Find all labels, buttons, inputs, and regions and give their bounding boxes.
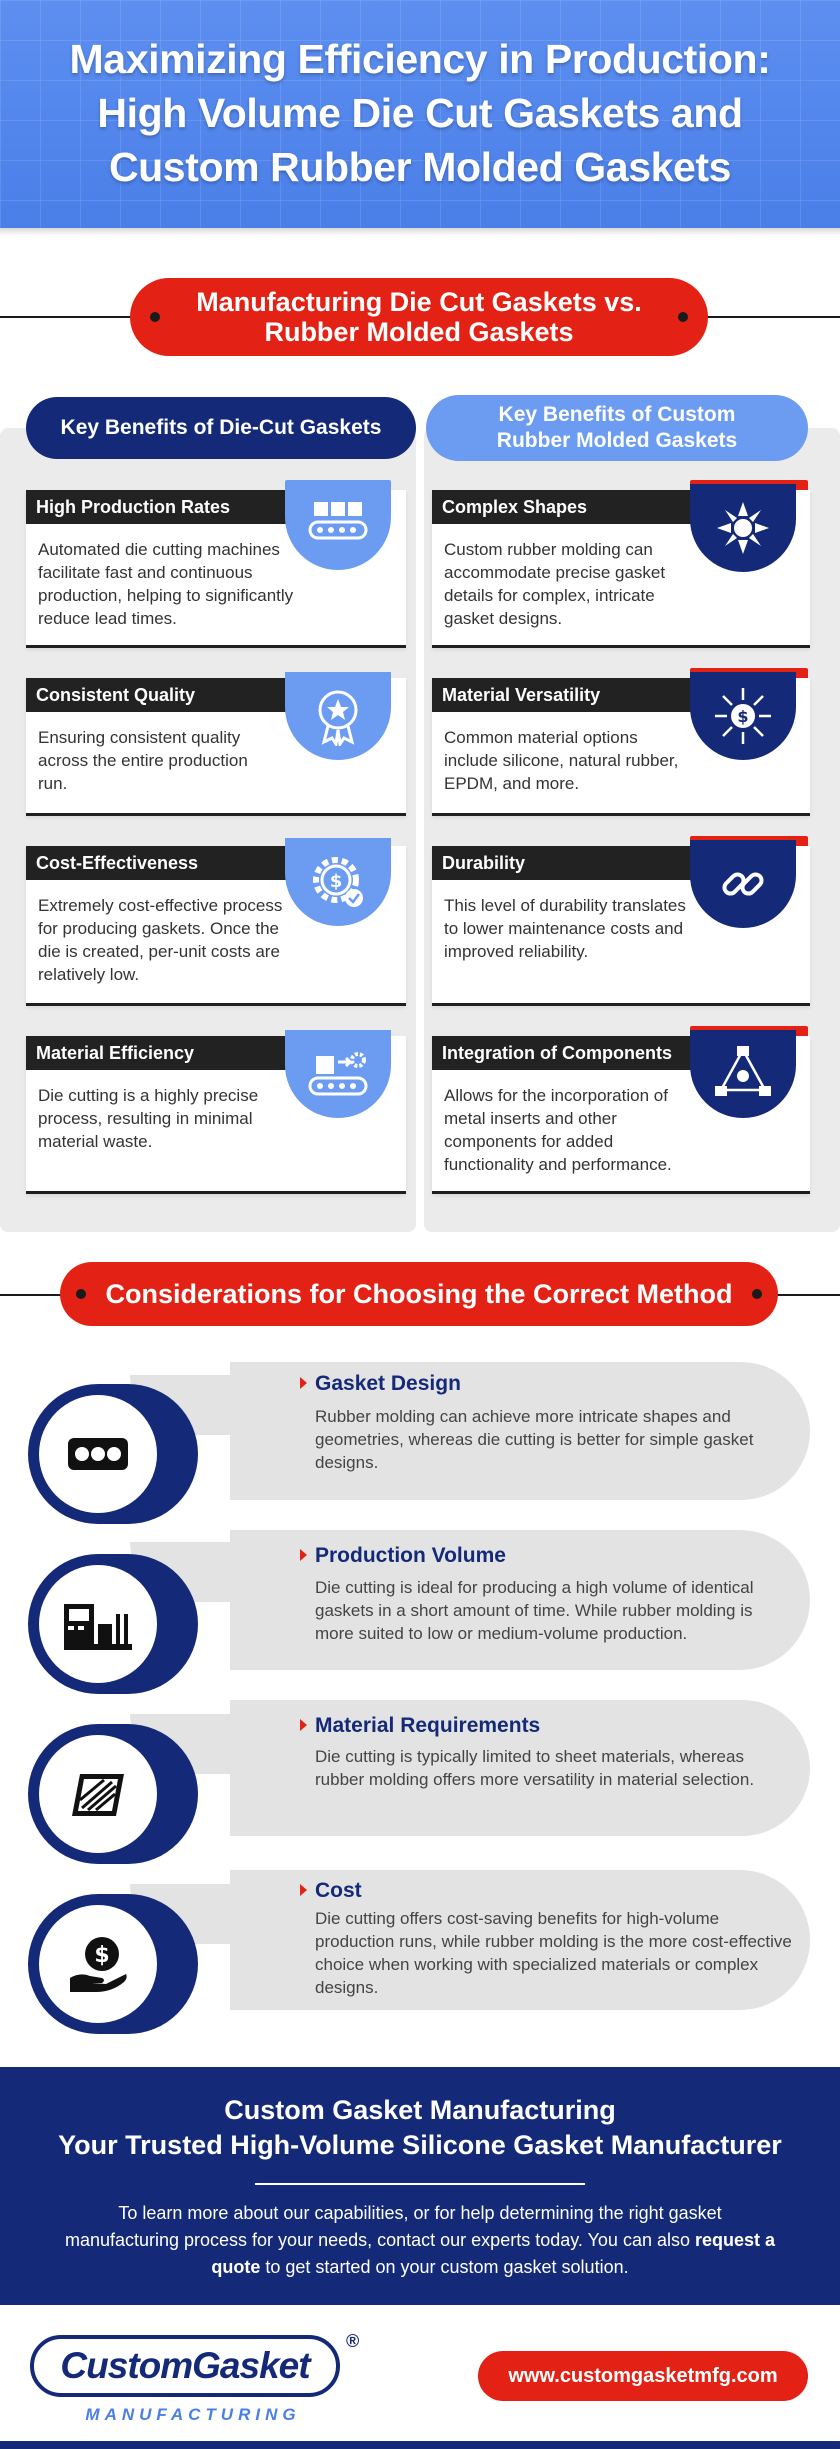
pill-dot-left bbox=[76, 1289, 86, 1299]
cta-text-end: to get started on your custom gasket solution. bbox=[260, 2257, 629, 2277]
page-title bbox=[20, 32, 820, 194]
footer bbox=[0, 2305, 840, 2449]
card-title: Consistent Quality bbox=[26, 678, 296, 712]
pill-dot-right bbox=[752, 1289, 762, 1299]
bullet-arrow-icon bbox=[300, 1549, 307, 1561]
considerations-heading: Considerations for Choosing the Correct Method bbox=[105, 1278, 733, 1309]
bullet-arrow-icon bbox=[300, 1719, 307, 1731]
die-cut-heading: Key Benefits of Die-Cut Gaskets bbox=[26, 397, 416, 459]
card-title: Durability bbox=[432, 846, 692, 880]
card-text: Ensuring consistent quality across the entire production run. bbox=[38, 728, 248, 793]
consideration-icon-badge bbox=[28, 1384, 198, 1524]
hero-shadow bbox=[0, 228, 840, 236]
page-title-line-1: Maximizing Efficiency in Production: bbox=[69, 36, 771, 82]
card-text: This level of durability translates to lower maintenance costs and improved reliability. bbox=[444, 896, 686, 961]
card-title: Cost-Effectiveness bbox=[26, 846, 296, 880]
card-text: Custom rubber molding can accommodate precise gasket details for complex, intricate gasket designs. bbox=[444, 540, 666, 628]
molded-heading-line-2: Rubber Molded Gaskets bbox=[496, 429, 738, 452]
card-title: Integration of Components bbox=[432, 1036, 692, 1070]
cta-text-body: To learn more about our capabilities, or for help determining the right gasket manufacturing process for your needs, contact our experts today. You can also bbox=[64, 2203, 722, 2250]
consideration-text: Rubber molding can achieve more intricate shapes and geometries, whereas die cutting is better for simple gasket designs. bbox=[315, 1407, 754, 1472]
website-url-button[interactable]: www.customgasketmfg.com bbox=[478, 2351, 808, 2401]
consideration-icon-badge bbox=[28, 1894, 198, 2034]
gasket-icon bbox=[39, 1395, 157, 1513]
card-text: Allows for the incorporation of metal inserts and other components for added functionality and performance. bbox=[444, 1086, 672, 1174]
request-quote-link[interactable]: request a quote bbox=[211, 2230, 776, 2277]
consideration-icon-badge bbox=[28, 1724, 198, 1864]
consideration-icon-badge bbox=[28, 1554, 198, 1694]
card-text: Automated die cutting machines facilitate fast and continuous production, helping to significantly reduce lead times. bbox=[38, 540, 294, 628]
consideration-title: Gasket Design bbox=[315, 1372, 461, 1395]
registered-mark: ® bbox=[346, 2331, 360, 2351]
cta-title-line-2: Your Trusted High-Volume Silicone Gasket Manufacturer bbox=[58, 2130, 782, 2160]
footer-bar bbox=[0, 2441, 840, 2449]
molded-heading-line-1: Key Benefits of Custom bbox=[498, 403, 736, 426]
company-logo[interactable] bbox=[30, 2335, 340, 2397]
cta-section bbox=[0, 2067, 840, 2305]
sheet-material-icon bbox=[39, 1735, 157, 1853]
cta-divider bbox=[255, 2183, 585, 2185]
section-title-considerations bbox=[60, 1262, 778, 1326]
pill-dot-left bbox=[150, 312, 160, 322]
card-text: Common material options include silicone, natural rubber, EPDM, and more. bbox=[444, 728, 679, 793]
consideration-title: Production Volume bbox=[315, 1544, 506, 1567]
cta-title-line-1: Custom Gasket Manufacturing bbox=[224, 2095, 616, 2125]
svg-text:$: $ bbox=[737, 707, 749, 726]
consideration-text: Die cutting offers cost-saving benefits for high-volume production runs, while rubber molding is the more cost-effective choice when working with specialized materials or complex designs. bbox=[315, 1909, 792, 1997]
section-title-line-2: Rubber Molded Gaskets bbox=[264, 317, 574, 347]
consideration-text: Die cutting is typically limited to sheet materials, whereas rubber molding offers more versatility in material selection. bbox=[315, 1747, 755, 1789]
factory-machine-icon bbox=[39, 1565, 157, 1683]
page-title-line-3: Custom Rubber Molded Gaskets bbox=[108, 144, 732, 190]
consideration-title: Cost bbox=[315, 1879, 362, 1902]
consideration-title: Material Requirements bbox=[315, 1714, 541, 1737]
bullet-arrow-icon bbox=[300, 1377, 307, 1389]
cta-text bbox=[60, 2200, 780, 2281]
hero-banner bbox=[0, 0, 840, 228]
card-title: Material Efficiency bbox=[26, 1036, 296, 1070]
card-text: Die cutting is a highly precise process, resulting in minimal material waste. bbox=[38, 1086, 259, 1151]
section-title-comparison bbox=[130, 278, 708, 356]
svg-text:$: $ bbox=[329, 871, 343, 892]
molded-heading bbox=[426, 395, 808, 461]
logo-text: CustomGasket bbox=[60, 2345, 310, 2386]
card-title: Complex Shapes bbox=[432, 490, 692, 524]
section-title-line-1: Manufacturing Die Cut Gaskets vs. bbox=[196, 287, 642, 317]
card-title: Material Versatility bbox=[432, 678, 692, 712]
consideration-text: Die cutting is ideal for producing a high volume of identical gaskets in a short amount of time. While rubber molding is more suited to low or medium-volume production. bbox=[315, 1578, 754, 1643]
hand-dollar-icon bbox=[39, 1905, 157, 2023]
svg-text:$: $ bbox=[94, 1943, 110, 1968]
card-title: High Production Rates bbox=[26, 490, 296, 524]
logo-subtitle: MANUFACTURING bbox=[85, 2405, 301, 2424]
card-text: Extremely cost-effective process for producing gaskets. Once the die is created, per-unit costs are relatively low. bbox=[38, 896, 283, 984]
pill-dot-right bbox=[678, 312, 688, 322]
page-title-line-2: High Volume Die Cut Gaskets and bbox=[97, 90, 743, 136]
bullet-arrow-icon bbox=[300, 1884, 307, 1896]
